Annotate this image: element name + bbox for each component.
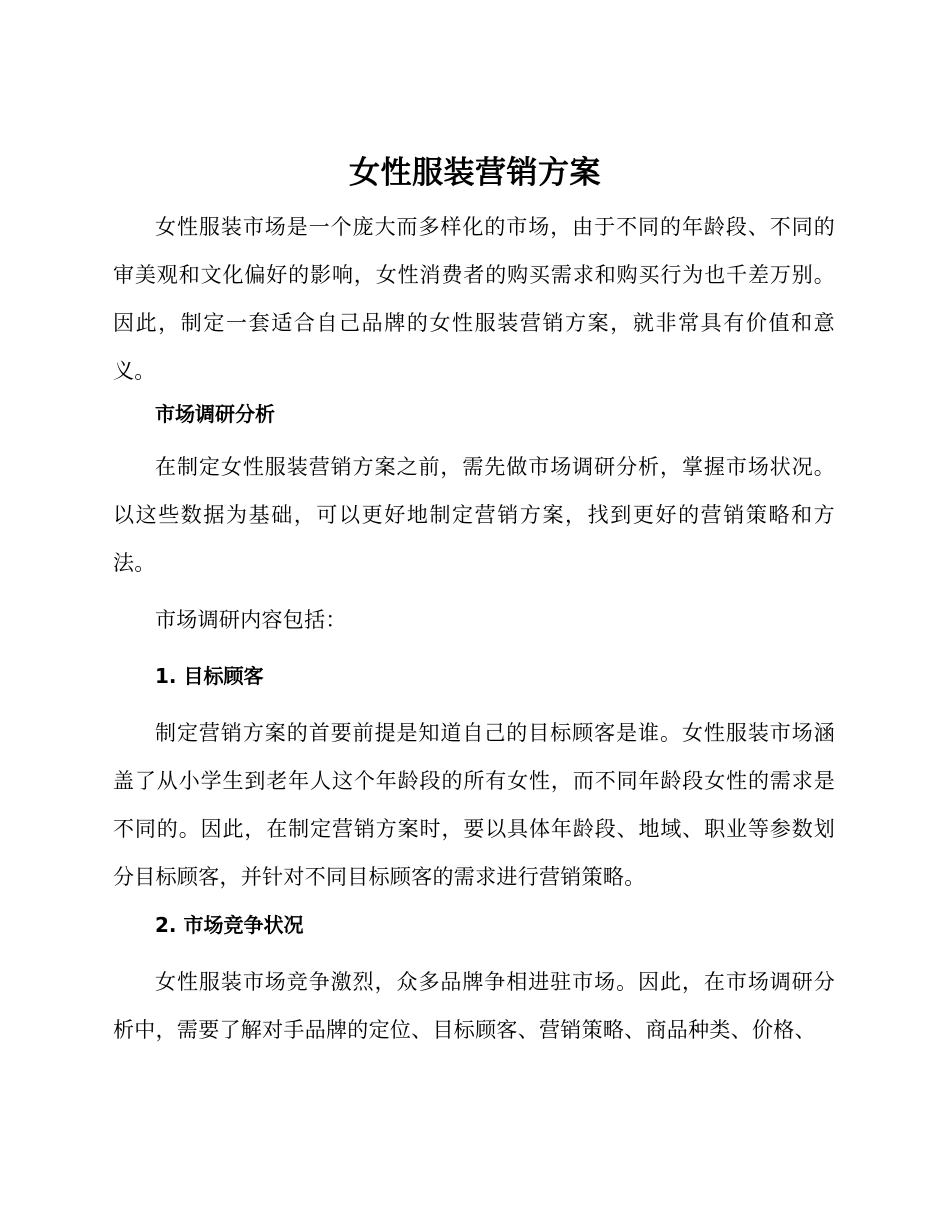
- intro-paragraph: 女性服装市场是一个庞大而多样化的市场，由于不同的年龄段、不同的审美观和文化偏好的影响，女性消费者的购买需求和购买行为也千差万别。因此，制定一套适合自己品牌的女性服装营销方案，就非常具有价值和意义。: [113, 215, 835, 383]
- item-heading-target-customers: 1. 目标顾客: [155, 664, 264, 688]
- market-competition-paragraph: 女性服装市场竞争激烈，众多品牌争相进驻市场。因此，在市场调研分析中，需要了解对手品牌的定位、目标顾客、营销策略、商品种类、价格、: [113, 970, 835, 1042]
- item-heading-market-competition: 2. 市场竞争状况: [155, 913, 304, 937]
- document-title: 女性服装营销方案: [349, 155, 601, 191]
- section-heading-market-research: 市场调研分析: [155, 402, 275, 426]
- list-intro-paragraph: 市场调研内容包括：: [155, 608, 347, 632]
- market-research-paragraph: 在制定女性服装营销方案之前，需先做市场调研分析，掌握市场状况。以这些数据为基础，可以更好地制定营销方案，找到更好的营销策略和方法。: [113, 455, 835, 575]
- target-customers-paragraph: 制定营销方案的首要前提是知道自己的目标顾客是谁。女性服装市场涵盖了从小学生到老年人这个年龄段的所有女性，而不同年龄段女性的需求是不同的。因此，在制定营销方案时，要以具体年龄段、地域、职业等参数划分目标顾客，并针对不同目标顾客的需求进行营销策略。: [113, 721, 835, 889]
